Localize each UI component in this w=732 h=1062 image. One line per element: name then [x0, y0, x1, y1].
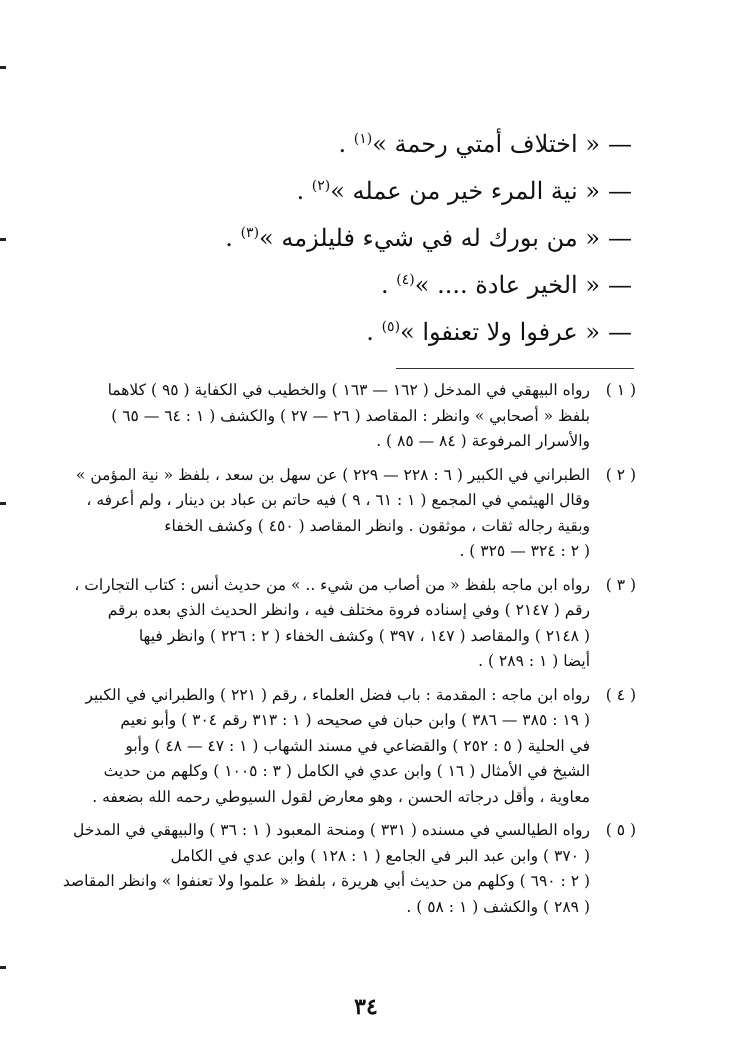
- saying-dash: —: [608, 318, 632, 346]
- footnote-line: ( ٢١٤٨ ) والمقاصد ( ١٤٧ ، ٣٩٧ ) وكشف الخفاء ( ٢ : ٢٢٦ ) وانظر فيها: [138, 626, 590, 645]
- saying-item: [72, 118, 632, 165]
- footnote-line: رواه البيهقي في المدخل ( ١٦٢ — ١٦٣ ) والخطيب في الكفاية ( ٩٥ ) كلاهما: [107, 381, 590, 399]
- saying-text: « اختلاف أمتي رحمة »: [372, 130, 600, 158]
- saying-end: .: [296, 177, 312, 205]
- footnote-line: معاوية ، وأقل درجاته الحسن ، وهو معارض لقول السيوطي رحمه الله بضعفه .: [92, 787, 590, 806]
- page-number: ٣٤: [354, 994, 378, 1020]
- saying-end: .: [366, 318, 382, 346]
- footnote-divider: [396, 368, 634, 369]
- footnote-number: ( ٥ ): [605, 821, 636, 839]
- footnote: [38, 818, 636, 920]
- footnote-number: ( ٣ ): [605, 575, 636, 594]
- saying-item: [72, 306, 632, 353]
- scan-edge-mark: [0, 502, 6, 505]
- footnote-ref: (٣): [240, 225, 260, 241]
- scan-edge-mark: [0, 238, 6, 241]
- footnote-line: الشيخ في الأمثال ( ١٦ ) وابن عدي في الكامل ( ٣ : ١٠٠٥ ) وكلهم من حديث: [103, 762, 590, 780]
- saying-dash: —: [608, 271, 632, 299]
- saying-item: [72, 212, 632, 259]
- footnote-line: رواه ابن ماجه : المقدمة : باب فضل العلماء ، رقم ( ٢٢١ ) والطبراني في الكبير: [85, 685, 590, 704]
- saying-text: « نية المرء خير من عمله »: [330, 177, 600, 205]
- footnote-line: في الحلية ( ٥ : ٢٥٢ ) والقضاعي في مسند الشهاب ( ١ : ٤٧ — ٤٨ ) وأبو: [125, 736, 590, 755]
- footnote-body: [38, 683, 590, 811]
- footnote-ref: (٥): [381, 319, 401, 335]
- footnote-line: رواه الطيالسي في مسنده ( ٣٣١ ) ومنحة المعبود ( ١ : ٣٦ ) والبيهقي في المدخل: [72, 821, 590, 839]
- saying-dash: —: [608, 177, 632, 205]
- footnote: [38, 463, 636, 565]
- footnote-line: أيضا ( ١ : ٢٨٩ ) .: [478, 652, 590, 670]
- footnote-line: ( ٢ : ٣٢٤ — ٣٢٥ ) .: [459, 542, 590, 560]
- footnote: [38, 683, 636, 811]
- sayings-list: [72, 118, 632, 353]
- saying-text: « عرفوا ولا تعنفوا »: [400, 318, 600, 346]
- scan-edge-mark: [0, 66, 6, 69]
- footnote-number: ( ٤ ): [605, 685, 636, 704]
- footnote-ref: (٢): [311, 178, 331, 194]
- saying-text: « من بورك له في شيء فليلزمه »: [259, 224, 600, 252]
- footnote-ref: (٤): [396, 272, 415, 288]
- footnote-body: [38, 378, 590, 455]
- footnote: [38, 378, 636, 455]
- footnote-line: بلفظ « أصحابي » وانظر : المقاصد ( ٢٦ — ٢٧ ) والكشف ( ١ : ٦٤ — ٦٥ ): [111, 406, 590, 425]
- saying-item: [72, 259, 632, 306]
- footnote-body: [38, 463, 590, 565]
- footnote-line: رقم ( ٢١٤٧ ) وفي إسناده فروة مختلف فيه ، وانظر الحديث الذي بعده برقم: [107, 601, 590, 619]
- footnote-number: ( ٢ ): [605, 465, 636, 484]
- saying-text: « الخير عادة .... »: [414, 271, 600, 299]
- scan-edge-mark: [0, 966, 6, 969]
- footnote-line: ( ٣٧٠ ) وابن عبد البر في الجامع ( ١ : ١٢٨ ) وابن عدي في الكامل: [170, 846, 590, 865]
- footnote-line: والأسرار المرفوعة ( ٨٤ — ٨٥ ) .: [376, 432, 590, 450]
- footnote-line: وقال الهيثمي في المجمع ( ١ : ٦١ ، ٩ ) فيه حاتم بن عباد بن دينار ، ولم أعرفه ،: [86, 491, 590, 509]
- saying-end: .: [381, 271, 397, 299]
- saying-dash: —: [608, 224, 632, 252]
- saying-dash: —: [608, 130, 632, 158]
- footnote-ref: (١): [353, 131, 373, 147]
- footnote-line: ( ٢٨٩ ) والكشف ( ١ : ٥٨ ) .: [406, 897, 590, 916]
- saying-end: .: [338, 130, 354, 158]
- footnote-body: [38, 818, 590, 920]
- footnote-number: ( ١ ): [605, 381, 636, 399]
- footnote-line: ( ٢ : ٦٩٠ ) وكلهم من حديث أبي هريرة ، بلفظ « علموا ولا تعنفوا » وانظر المقاصد: [62, 872, 590, 890]
- footnote-body: [38, 573, 590, 675]
- footnotes: [38, 378, 636, 928]
- footnote: [38, 573, 636, 675]
- saying-end: .: [225, 224, 241, 252]
- footnote-line: ( ١٩ : ٣٨٥ — ٣٨٦ ) وابن حبان في صحيحه ( ١ : ٣١٣ رقم ٣٠٤ ) وأبو نعيم: [120, 711, 590, 729]
- footnote-line: رواه ابن ماجه بلفظ « من أصاب من شيء .. » من حديث أنس : كتاب التجارات ،: [74, 575, 590, 594]
- footnote-line: وبقية رجاله ثقات ، موثقون . وانظر المقاصد ( ٤٥٠ ) وكشف الخفاء: [164, 516, 590, 535]
- saying-item: [72, 165, 632, 212]
- footnote-line: الطبراني في الكبير ( ٦ : ٢٢٨ — ٢٢٩ ) عن سهل بن سعد ، بلفظ « نية المؤمن »: [75, 465, 590, 484]
